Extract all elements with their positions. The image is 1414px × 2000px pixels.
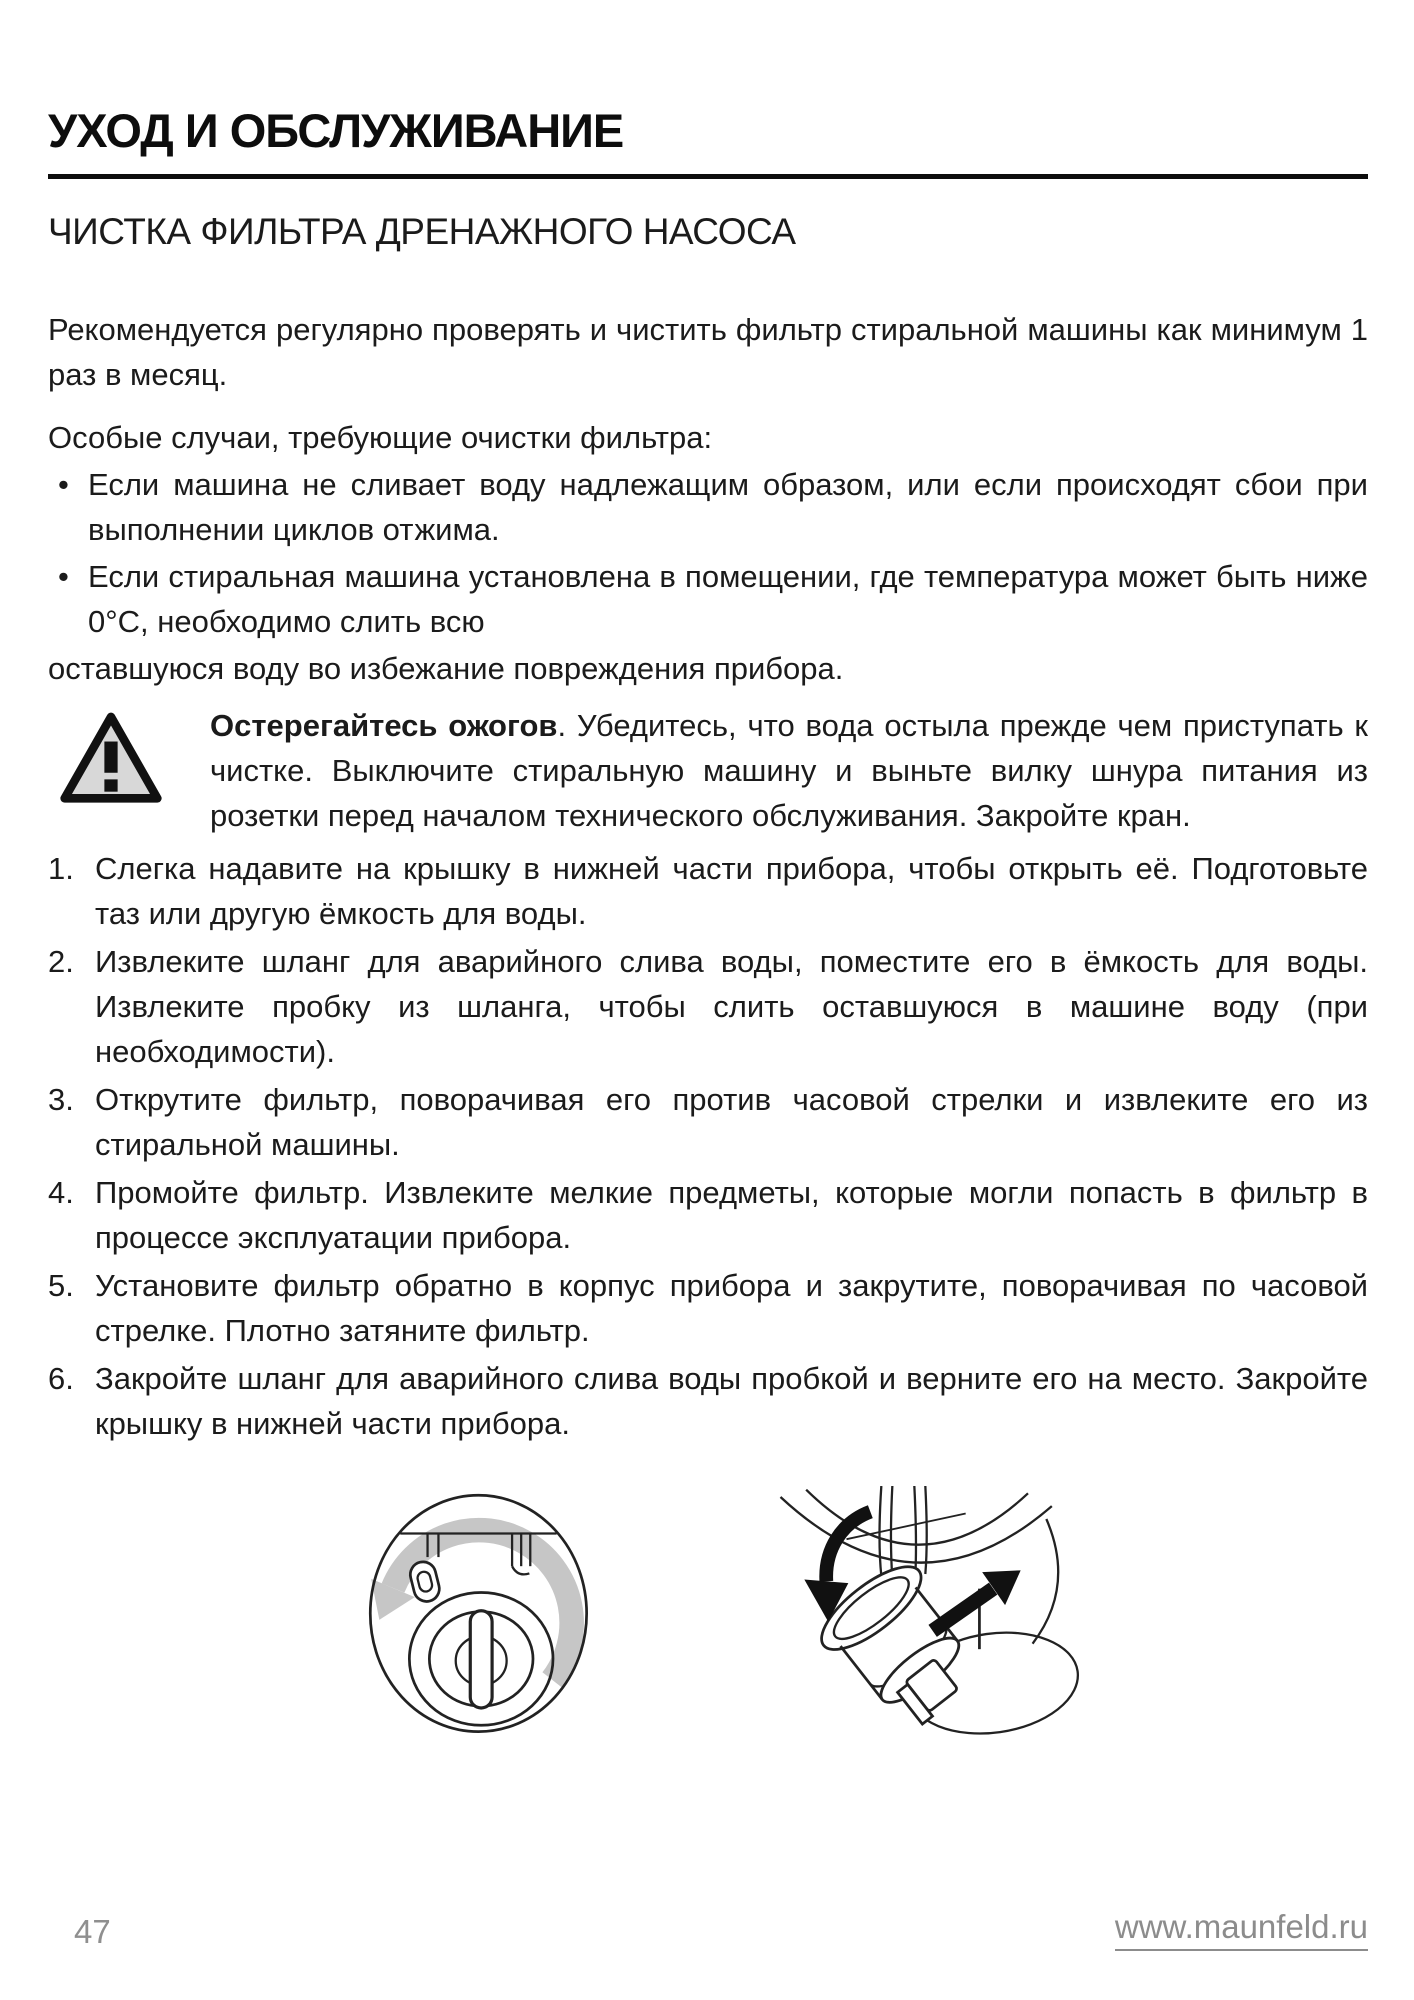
page-number: 47 [74, 1913, 111, 1950]
step-text: Слегка надавите на крышку в нижней части прибора, чтобы открыть её. Подготовьте таз или другую ёмкость для воды. [95, 851, 1368, 932]
illustrations [48, 1486, 1368, 1761]
drain-hose-plug-illustration [753, 1486, 1083, 1761]
page-footer [48, 1908, 1368, 1951]
bullet-text: Если стиральная машина установлена в помещении, где температура может быть ниже 0°C, необходимо слить всю [88, 559, 1368, 640]
step-number: 4. [48, 1175, 74, 1211]
intro-paragraph: Рекомендуется регулярно проверять и чистить фильтр стиральной машины как минимум 1 раз в месяц. [48, 312, 1368, 393]
step-text: Промойте фильтр. Извлеките мелкие предметы, которые могли попасть в фильтр в процессе эксплуатации прибора. [95, 1175, 1368, 1256]
step-number: 2. [48, 944, 74, 980]
step-number: 1. [48, 851, 74, 887]
step-text: Открутите фильтр, поворачивая его против часовой стрелки и извлеките его из стиральной машины. [95, 1082, 1368, 1163]
filter-rotate-illustration [333, 1486, 633, 1750]
section-subtitle: ЧИСТКА ФИЛЬТРА ДРЕНАЖНОГО НАСОСА [48, 211, 796, 253]
step-number: 5. [48, 1268, 74, 1304]
bullet-item [48, 554, 1368, 644]
step-item [48, 846, 1368, 936]
website-link[interactable]: www.maunfeld.ru [1115, 1908, 1368, 1951]
step-number: 3. [48, 1082, 74, 1118]
warning-block [48, 703, 1368, 838]
step-item [48, 1170, 1368, 1260]
warning-text: Остерегайтесь ожогов. Убедитесь, что вода остыла прежде чем приступать к чистке. Выключите стиральную машину и выньте вилку шнура питания из розетки перед началом технического обслуживания. Закройте кран. [210, 708, 1368, 834]
step-item [48, 1356, 1368, 1446]
page-title: УХОД И ОБСЛУЖИВАНИЕ [48, 104, 624, 157]
bullet-continuation-text: оставшуюся воду во избежание повреждения прибора. [48, 651, 844, 687]
special-cases-label: Особые случаи, требующие очистки фильтра: [48, 420, 713, 456]
warning-triangle-icon [58, 711, 164, 813]
step-item [48, 939, 1368, 1074]
step-item [48, 1077, 1368, 1167]
title-divider [48, 174, 1368, 179]
bullet-text: Если машина не сливает воду надлежащим образом, или если происходят сбои при выполнении циклов отжима. [88, 467, 1368, 548]
step-text: Закройте шланг для аварийного слива воды пробкой и верните его на место. Закройте крышку в нижней части прибора. [95, 1361, 1368, 1442]
step-number: 6. [48, 1361, 74, 1397]
bullet-marker: • [58, 559, 69, 595]
bullet-item [48, 462, 1368, 552]
step-text: Извлеките шланг для аварийного слива воды, поместите его в ёмкость для воды. Извлеките пробку из шланга, чтобы слить оставшуюся в машине воду (при необходимости). [95, 944, 1368, 1070]
steps-list [48, 846, 1368, 1446]
step-text: Установите фильтр обратно в корпус прибора и закрутите, поворачивая по часовой стрелке. Плотно затяните фильтр. [95, 1268, 1368, 1349]
step-item [48, 1263, 1368, 1353]
bullet-marker: • [58, 467, 69, 503]
